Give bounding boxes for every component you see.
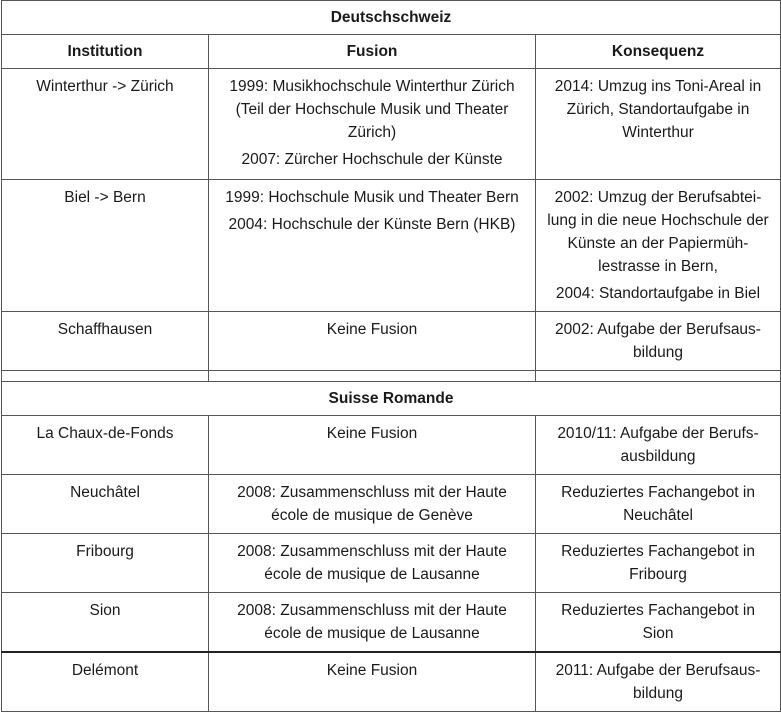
fusion-line: 1999: Musikhochschule Winterthur Zürich (Teil der Hochschule Musik und Theater Zürich) — [229, 78, 515, 141]
konsequenz-cell — [536, 534, 781, 593]
fusion-cell — [209, 652, 536, 712]
table-row — [2, 180, 781, 312]
empty-row — [2, 371, 781, 382]
table-row — [2, 593, 781, 653]
fusion-line: Keine Fusion — [326, 425, 418, 442]
institution-cell: Schaffhausen — [2, 312, 209, 371]
table-row — [2, 534, 781, 593]
konsequenz-line: 2011: Aufgabe der Berufsaus-bildung — [555, 662, 761, 702]
konsequenz-cell — [536, 69, 781, 180]
fusion-table — [1, 0, 781, 712]
fusion-line: Keine Fusion — [326, 662, 418, 679]
konsequenz-line: Reduziertes Fachangebot in Fribourg — [561, 543, 755, 583]
fusion-line: 2008: Zusammenschluss mit der Haute école de musique de Lausanne — [237, 543, 507, 583]
konsequenz-line: Reduziertes Fachangebot in Sion — [561, 602, 755, 642]
institution-cell: Delémont — [2, 652, 209, 712]
table-row — [2, 69, 781, 180]
fusion-line: 2008: Zusammenschluss mit der Haute école de musique de Genève — [237, 484, 507, 524]
table-row — [2, 416, 781, 475]
section-header-row — [2, 382, 781, 416]
institution-cell: Neuchâtel — [2, 475, 209, 534]
fusion-cell — [209, 69, 536, 180]
fusion-cell — [209, 416, 536, 475]
empty-cell — [209, 371, 536, 382]
konsequenz-line: 2002: Aufgabe der Berufsaus-bildung — [555, 321, 761, 361]
empty-cell — [536, 371, 781, 382]
table-row — [2, 312, 781, 371]
konsequenz-cell — [536, 312, 781, 371]
fusion-cell — [209, 534, 536, 593]
konsequenz-cell — [536, 475, 781, 534]
institution-cell: Fribourg — [2, 534, 209, 593]
fusion-cell — [209, 312, 536, 371]
section-header-row — [2, 1, 781, 35]
fusion-line: 1999: Hochschule Musik und Theater Bern — [225, 189, 519, 206]
column-header-konsequenz: Konsequenz — [536, 35, 781, 69]
konsequenz-line: 2002: Umzug der Berufsabtei-lung in die neue Hochschule der Künste an der Papiermüh-lestrasse in Bern, — [547, 189, 769, 275]
institution-cell: Sion — [2, 593, 209, 653]
konsequenz-line: 2010/11: Aufgabe der Berufs-ausbildung — [557, 425, 759, 465]
konsequenz-cell — [536, 416, 781, 475]
fusion-cell — [209, 475, 536, 534]
fusion-line: 2007: Zürcher Hochschule der Künste — [241, 151, 503, 168]
konsequenz-line: Reduziertes Fachangebot in Neuchâtel — [561, 484, 755, 524]
table-row — [2, 652, 781, 712]
konsequenz-cell — [536, 652, 781, 712]
fusion-cell — [209, 180, 536, 312]
table-row — [2, 475, 781, 534]
column-header-institution: Institution — [2, 35, 209, 69]
fusion-line: 2004: Hochschule der Künste Bern (HKB) — [228, 216, 516, 233]
konsequenz-line: 2014: Umzug ins Toni-Areal in Zürich, Standortaufgabe in Winterthur — [554, 78, 762, 141]
section-title-deutschschweiz: Deutschschweiz — [2, 1, 781, 35]
konsequenz-cell — [536, 180, 781, 312]
institution-cell: Biel -> Bern — [2, 180, 209, 312]
empty-cell — [2, 371, 209, 382]
section-title-suisse-romande: Suisse Romande — [2, 382, 781, 416]
column-header-fusion: Fusion — [209, 35, 536, 69]
institution-cell: La Chaux-de-Fonds — [2, 416, 209, 475]
konsequenz-line: 2004: Standortaufgabe in Biel — [555, 285, 761, 302]
fusion-line: Keine Fusion — [326, 321, 418, 338]
fusion-cell — [209, 593, 536, 653]
column-header-row — [2, 35, 781, 69]
institution-cell: Winterthur -> Zürich — [2, 69, 209, 180]
fusion-line: 2008: Zusammenschluss mit der Haute école de musique de Lausanne — [237, 602, 507, 642]
konsequenz-cell — [536, 593, 781, 653]
